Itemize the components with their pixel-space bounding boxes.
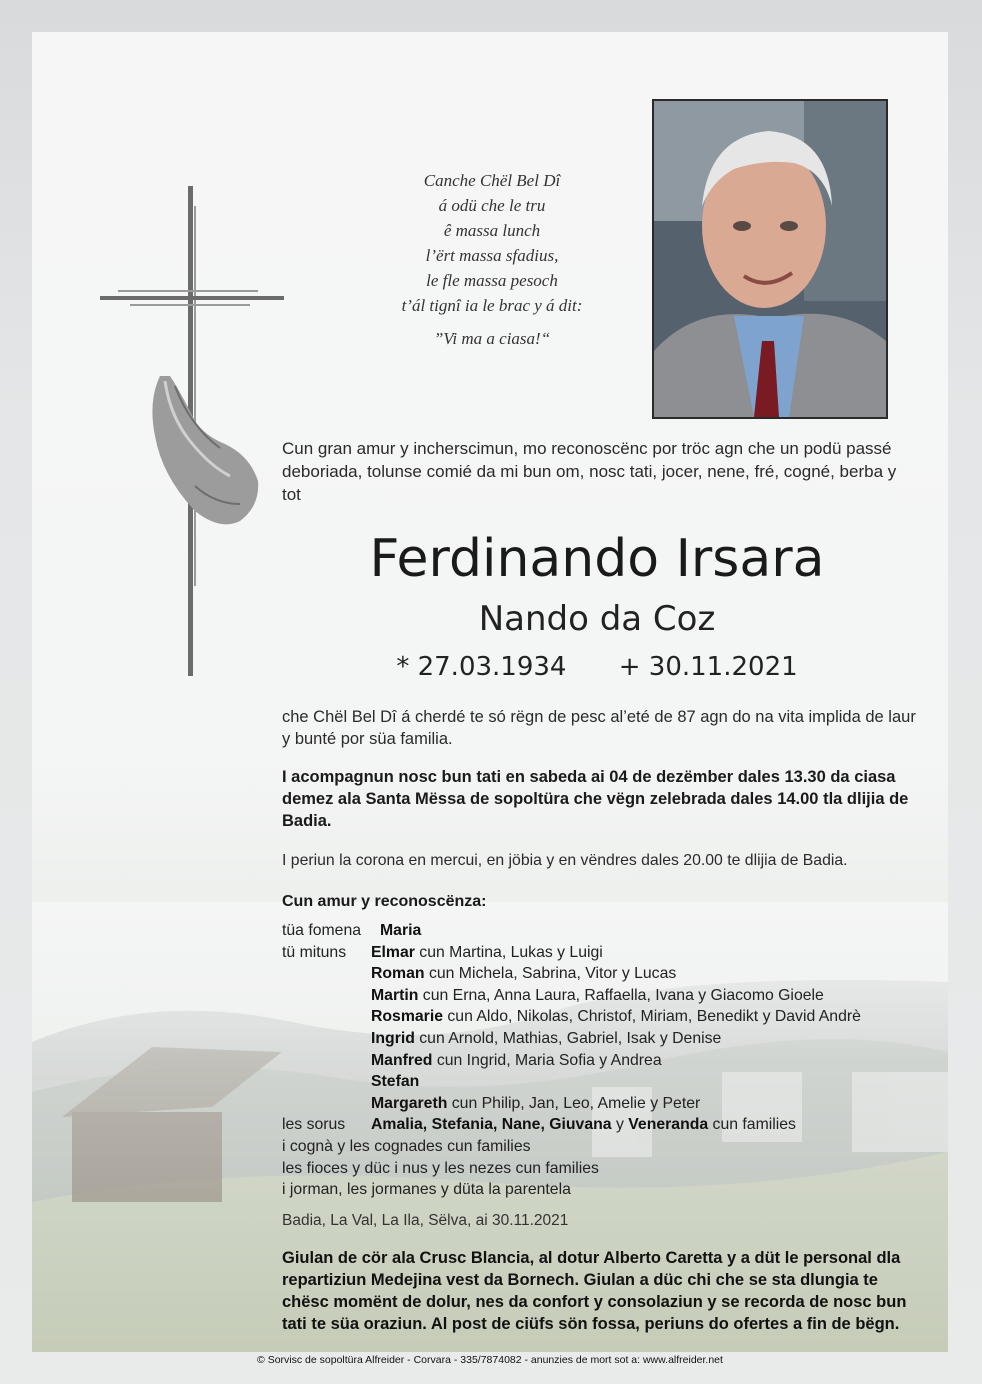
mourners-list xyxy=(282,920,922,1201)
birth-date: * 27.03.1934 xyxy=(396,652,567,682)
mourner-name: Manfred xyxy=(371,1051,433,1069)
mourner-family: cun Michela, Sabrina, Vitor y Lucas xyxy=(428,965,677,983)
mourner-family: cun Erna, Anna Laura, Raffaella, Ivana y Giacomo Gioele xyxy=(422,986,824,1004)
mourner-family: cun Philip, Jan, Leo, Amelie y Peter xyxy=(451,1094,701,1112)
death-date: + 30.11.2021 xyxy=(618,652,798,682)
mourner-name: Margareth xyxy=(371,1094,448,1112)
funeral-details: I acompagnun nosc bun tati en sabeda ai 04 de dezëmber dales 13.30 da ciasa demez ala Santa Mëssa de sopoltüra che vëgn zelebrada dales 14.00 tla dlijia de Badia. xyxy=(282,768,909,830)
relation-label: tüa fomena xyxy=(282,922,362,939)
poem-line: á odü che le tru xyxy=(438,196,546,215)
intro-text: Cun gran amur y incherscimun, mo reconoscënc por tröc agn che un podü passé deboriada, tolunse comié da mi bun om, nosc tati, jocer, nene, fré, cogné, berba y tot xyxy=(282,439,897,504)
relation-label: les sorus xyxy=(282,1116,346,1134)
mourner-name: Maria xyxy=(380,922,422,939)
list-item xyxy=(282,1158,922,1180)
praying-hands-icon xyxy=(152,376,258,524)
mourner-name: Stefan xyxy=(371,1073,420,1091)
poem-closing: ”Vi ma a ciasa!“ xyxy=(433,329,551,348)
mourners-heading: Cun amur y reconoscënza: xyxy=(282,893,487,910)
list-item xyxy=(282,920,922,942)
mourner-name: Martin xyxy=(371,986,419,1004)
mourner-group: i cognà y les cognades cun families xyxy=(282,1137,531,1155)
mourner-group: i jorman, les jormanes y düta la parentela xyxy=(282,1181,571,1199)
mourner-name: Roman xyxy=(371,965,425,983)
list-item xyxy=(282,985,922,1007)
mourner-name: Elmar xyxy=(371,943,415,961)
rosary-details: I periun la corona en mercui, en jöbia y en vëndres dales 20.00 te dlijia de Badia. xyxy=(282,852,848,869)
list-item xyxy=(282,1114,922,1136)
footer-credit: © Sorvisc de sopoltüra Alfreider - Corvara - 335/7874082 - anunzies de mort sot a: www.alfreider.net xyxy=(257,1354,723,1366)
mourner-family: cun Ingrid, Maria Sofia y Andrea xyxy=(436,1051,662,1069)
poem-line: t’ál tignî ia le brac y á dit: xyxy=(401,296,583,315)
poem xyxy=(362,168,622,351)
poem-line: ê massa lunch xyxy=(443,221,541,240)
mourner-family: cun families xyxy=(712,1116,796,1134)
list-item xyxy=(282,942,922,964)
relation-label: tü mituns xyxy=(282,943,347,961)
place-and-date: Badia, La Val, La Ila, Sëlva, ai 30.11.2021 xyxy=(282,1212,569,1229)
poem-line: Canche Chël Bel Dî xyxy=(423,171,561,190)
poem-line: l’ërt massa sfadius, xyxy=(425,246,559,265)
mourner-family: cun Martina, Lukas y Luigi xyxy=(419,943,603,961)
closing-thanks: Giulan de cör ala Crusc Blancia, al dotur Alberto Caretta y a düt le personal dla repartiziun Medejina vest da Bornech. Giulan a düc chi che se sta dlungia te chësc momënt de dolur, nes da confort y consolaziun y se recorda de nosc bun tati te süa oraziun. Al post de ciüfs sön fossa, periuns do ofertes a fin de bëgn. xyxy=(282,1249,907,1333)
portrait-photo xyxy=(652,99,888,419)
list-item xyxy=(282,1071,922,1093)
deceased-nickname: Nando da Coz xyxy=(478,599,716,639)
mourner-group: les fioces y düc i nus y les nezes cun families xyxy=(282,1159,599,1177)
list-item xyxy=(282,1093,922,1115)
mourner-name: Rosmarie xyxy=(371,1008,443,1026)
mourner-name: Amalia, Stefania, Nane, Giuvana xyxy=(371,1116,612,1134)
mourner-name: Ingrid xyxy=(371,1029,415,1047)
life-dates xyxy=(282,650,912,684)
deceased-name: Ferdinando Irsara xyxy=(369,529,825,589)
mourner-family: cun Arnold, Mathias, Gabriel, Isak y Denise xyxy=(419,1029,722,1047)
list-item xyxy=(282,1050,922,1072)
list-item xyxy=(282,963,922,985)
poem-line: le fle massa pesoch xyxy=(426,271,558,290)
list-item xyxy=(282,1006,922,1028)
list-item xyxy=(282,1179,922,1201)
mourner-name: Veneranda xyxy=(628,1116,709,1134)
conjunction: y xyxy=(615,1116,624,1134)
mourner-family: cun Aldo, Nikolas, Christof, Miriam, Benedikt y David Andrè xyxy=(447,1008,861,1026)
list-item xyxy=(282,1028,922,1050)
obituary-card xyxy=(32,32,948,1352)
death-notice-text: che Chël Bel Dî á cherdé te só rëgn de pesc al’eté de 87 agn do na vita implida de laur y bunté por süa familia. xyxy=(282,708,916,748)
list-item xyxy=(282,1136,922,1158)
cross-icon xyxy=(100,186,284,676)
